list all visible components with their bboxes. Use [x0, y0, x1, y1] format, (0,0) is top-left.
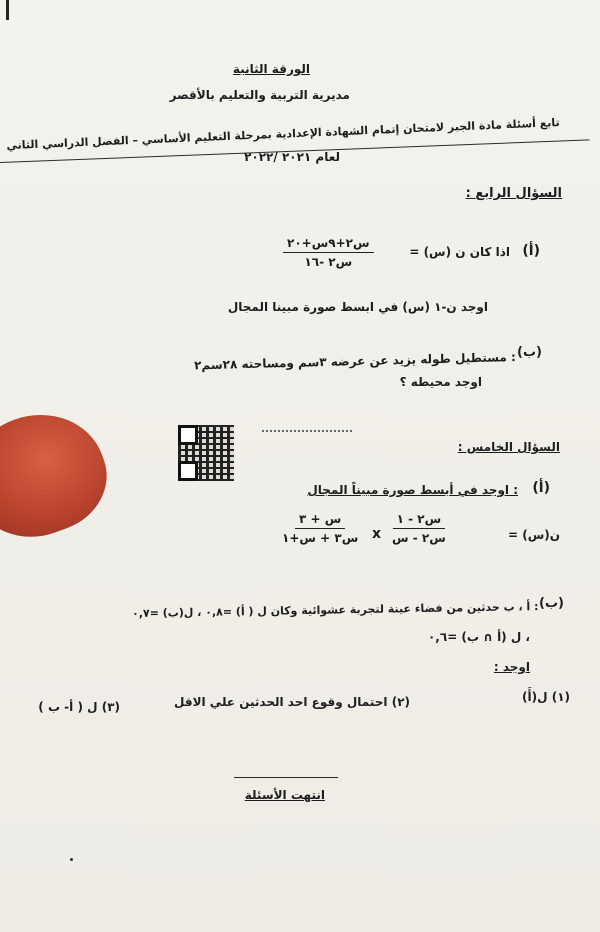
- q5b-text: : أ ، ب حدثين من فضاء عينة لتجربة عشوائية وكان ل ( أ) =٠,٨ ، ل(ب) =٠,٧: [131, 600, 539, 621]
- q5a-fraction-2: [278, 512, 362, 545]
- q5a-frac2-denominator: س٣ + س+١: [282, 531, 359, 545]
- exam-title-line: تابع أسئلة مادة الجبر لامتحان إتمام الشهادة الإعدادية بمرحلة التعليم الأساسي – الفصل الدراسي الثاني: [6, 116, 561, 153]
- q5a-frac1-numerator: س٢ - ١: [393, 512, 446, 529]
- q4-title: السؤال الرابع :: [465, 186, 562, 201]
- q4b-label: (ب): [517, 345, 542, 360]
- q4a-numerator: س٢+٩س+٢٠: [283, 236, 374, 253]
- q5-title: السؤال الخامس :: [457, 440, 560, 454]
- q4b-text: : مستطيل طوله يزيد عن عرضه ٣سم ومساحته ٢٨سم٢: [194, 350, 517, 373]
- paper-label: الورقة الثانية: [232, 62, 310, 76]
- q5a-text: : اوجد في أبسط صورة مبيناً المجال: [307, 483, 518, 497]
- q4a-find: اوجد ن-١ (س) في ابسط صورة مبينا المجال: [227, 300, 488, 314]
- exam-year: لعام ٢٠٢١ /٢٠٢٢: [244, 150, 340, 164]
- end-of-questions: انتهت الأسئلة: [244, 788, 325, 802]
- q4b-find: اوجد محيطه ؟: [399, 375, 482, 389]
- finger-image: [0, 396, 121, 555]
- dotted-line: [262, 430, 352, 432]
- q5b-text-2: ، ل (أ ∩ ب) =٠,٦: [427, 630, 530, 644]
- q5b-label: (ب): [539, 596, 564, 611]
- q4a-denominator: س٢ -١٦: [304, 255, 353, 269]
- q5b-item-1: (١) ل(أَ): [522, 690, 570, 704]
- qr-code: [178, 425, 234, 481]
- directorate: مديرية التربية والتعليم بالأقصر: [169, 88, 350, 102]
- edge-mark: [6, 0, 9, 20]
- q5b-find-label: اوجد :: [493, 660, 530, 674]
- q5a-fraction-1: [388, 512, 450, 545]
- q4a-label: (أ): [522, 243, 540, 259]
- q4a-text: اذا كان ن (س) =: [409, 245, 510, 259]
- q4a-fraction: [283, 236, 374, 269]
- footer-rule: [234, 777, 338, 778]
- ink-dot: [70, 858, 73, 861]
- q5b-item-3: (٣) ل ( أ- ب ): [38, 700, 120, 714]
- q5b-item-2: (٢) احتمال وقوع احد الحدثين علي الاقل: [174, 695, 410, 709]
- q5a-label: (أ): [532, 480, 550, 496]
- q5a-frac2-numerator: س + ٣: [295, 512, 345, 529]
- times-sign: x: [372, 526, 382, 542]
- q5a-expr-left: ن(س) =: [507, 528, 560, 542]
- q5a-frac1-denominator: س٢ - س: [392, 531, 446, 545]
